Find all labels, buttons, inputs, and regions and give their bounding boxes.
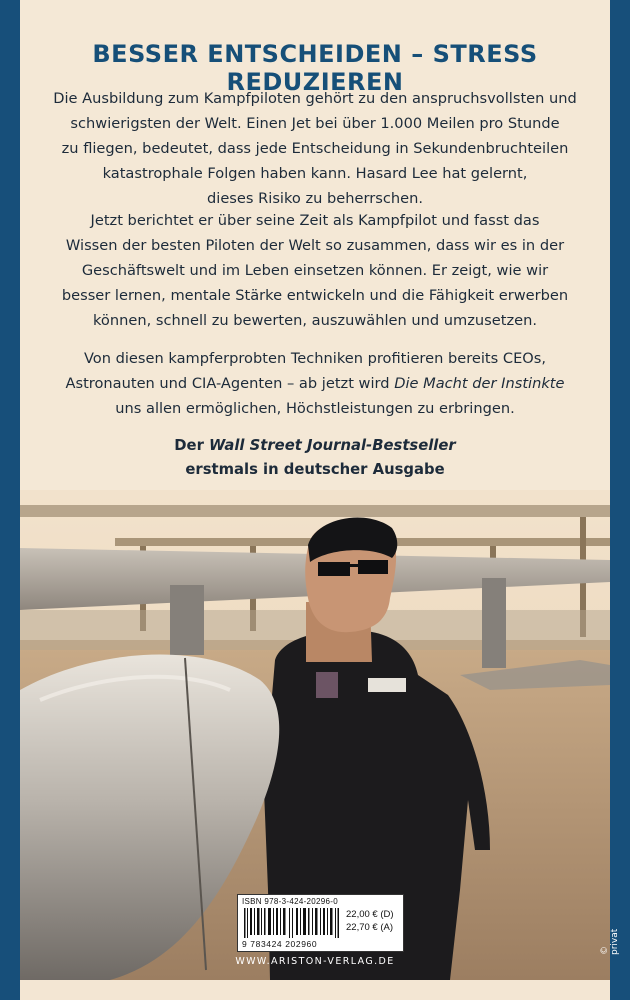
publisher-website: WWW.ARISTON-VERLAG.DE	[235, 956, 395, 967]
text-line: Von diesen kampferprobten Techniken profitieren bereits CEOs,	[83, 350, 547, 367]
text-line: Wissen der besten Piloten der Welt so zusammen, dass wir es in der	[65, 237, 565, 254]
right-border-stripe	[610, 0, 630, 1000]
blurb-paragraph-1	[40, 86, 590, 211]
headline: BESSER ENTSCHEIDEN – STRESS REDUZIEREN	[92, 40, 538, 96]
barcode-label	[237, 894, 404, 952]
blurb-paragraph-3	[40, 346, 590, 421]
text-line	[40, 371, 590, 396]
text-line: schwierigsten der Welt. Einen Jet bei über 1.000 Meilen pro Stunde	[70, 115, 560, 132]
text-line: zu fliegen, bedeutet, dass jede Entscheidung in Sekundenbruchteilen	[61, 140, 569, 157]
price-germany: 22,00 € (D)	[346, 909, 394, 920]
barcode-graphic	[244, 908, 339, 938]
blurb-area	[20, 0, 610, 505]
left-border-stripe	[0, 0, 20, 1000]
photo-credit: © privat	[600, 928, 620, 955]
blurb-paragraph-2	[40, 208, 590, 333]
ean-digits: 9 783424 202960	[242, 939, 318, 949]
bestseller-list-title: Wall Street Journal-Bestseller	[209, 437, 456, 454]
text-line: können, schnell zu bewerten, auszuwählen und umzusetzen.	[92, 312, 537, 329]
text-line: katastrophale Folgen haben kann. Hasard Lee hat gelernt,	[102, 165, 528, 182]
text-line: Jetzt berichtet er über seine Zeit als Kampfpilot und fasst das	[90, 212, 540, 229]
bestseller-note	[40, 434, 590, 482]
text-line: dieses Risiko zu beherrschen.	[207, 190, 423, 207]
text-segment: Der	[174, 437, 210, 454]
book-title: Die Macht der Instinkte	[394, 375, 565, 392]
isbn-text: ISBN 978-3-424-20296-0	[242, 897, 338, 906]
text-line	[40, 434, 590, 458]
text-line: Die Ausbildung zum Kampfpiloten gehört zu den anspruchsvollsten und	[53, 90, 577, 107]
text-segment: Astronauten und CIA-Agenten – ab jetzt wird	[65, 375, 395, 392]
text-line: Geschäftswelt und im Leben einsetzen können. Er zeigt, wie wir	[81, 262, 549, 279]
price-austria: 22,70 € (A)	[346, 922, 393, 933]
text-line: besser lernen, mentale Stärke entwickeln und die Fähigkeit erwerben	[61, 287, 569, 304]
text-line: erstmals in deutscher Ausgabe	[185, 461, 445, 478]
text-line: uns allen ermöglichen, Höchstleistungen zu erbringen.	[115, 400, 515, 417]
